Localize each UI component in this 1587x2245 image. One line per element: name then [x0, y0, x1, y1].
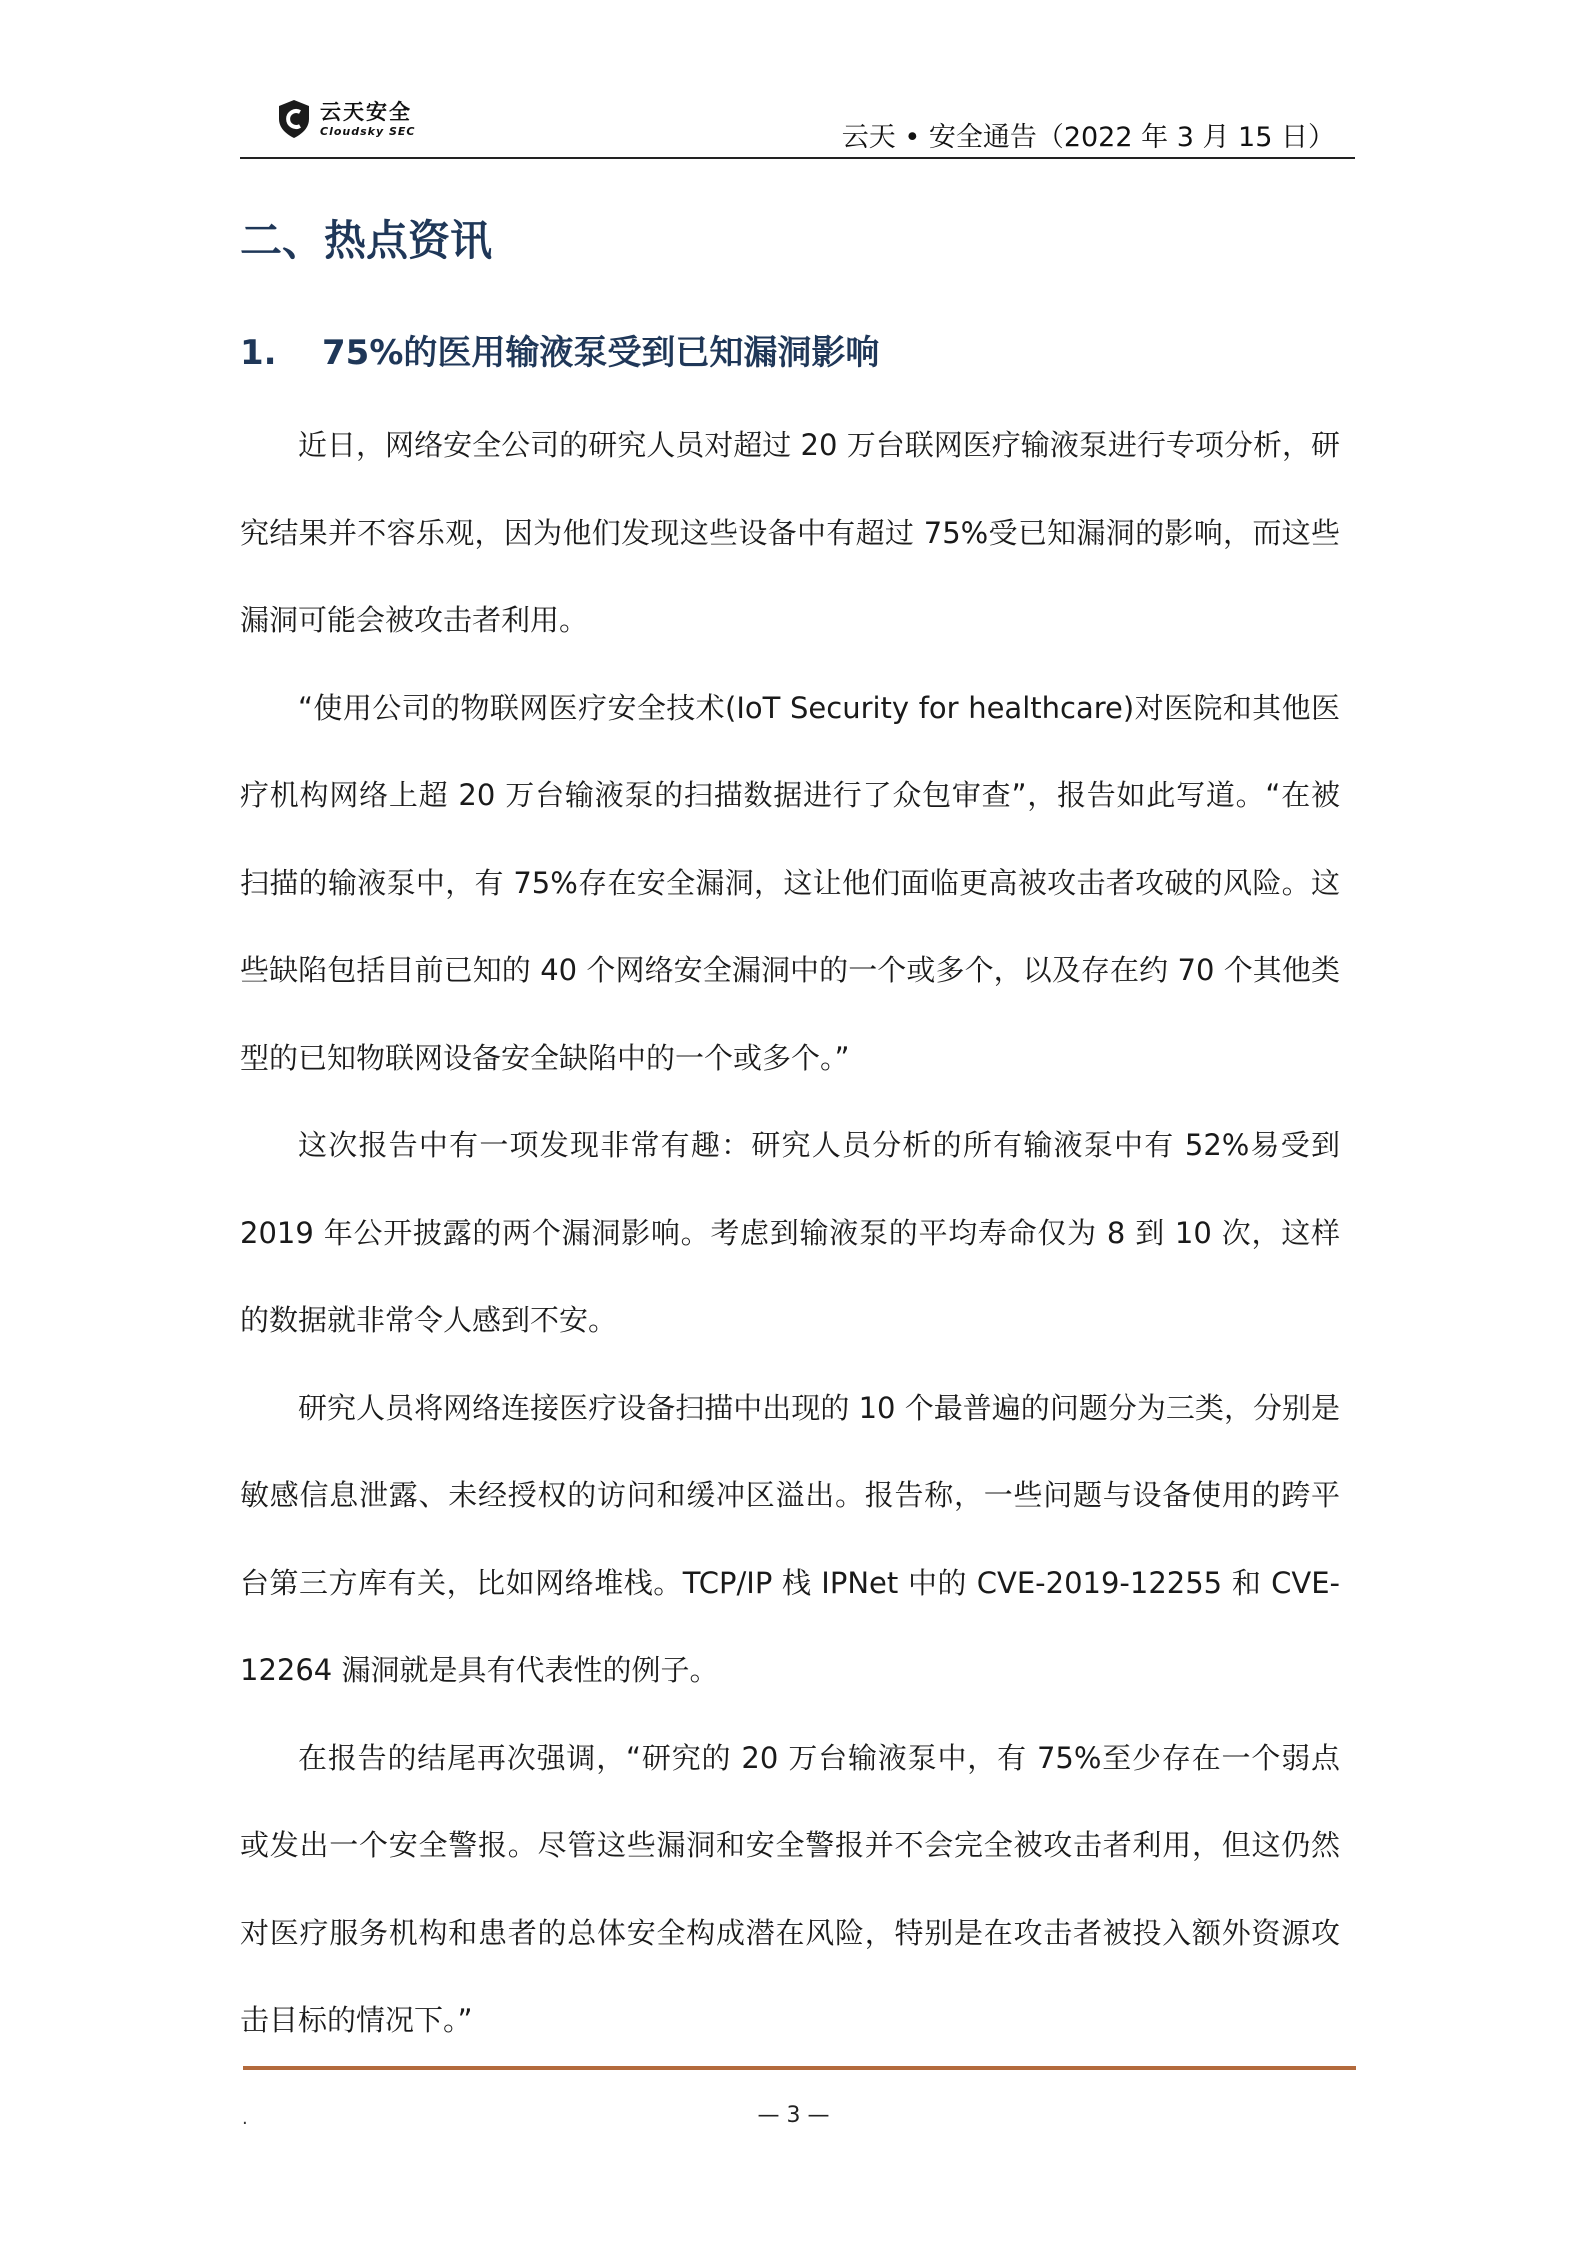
- article-body: [240, 402, 1340, 2065]
- footer-divider: [243, 2066, 1356, 2070]
- paragraph: “使用公司的物联网医疗安全技术(IoT Security for healthcare)对医院和其他医疗机构网络上超 20 万台输液泵的扫描数据进行了众包审查”，报告如此写道。“在被扫描的输液泵中，有 75%存在安全漏洞，这让他们面临更高被攻击者攻破的风险。这些缺陷包括目前已知的 40 个网络安全漏洞中的一个或多个，以及存在约 70 个其他类型的已知物联网设备安全缺陷中的一个或多个。”: [240, 690, 1340, 1075]
- brand-logo: [276, 99, 415, 139]
- section-title: 二、热点资讯: [240, 216, 493, 265]
- paragraph: 在报告的结尾再次强调，“研究的 20 万台输液泵中，有 75%至少存在一个弱点或发出一个安全警报。尽管这些漏洞和安全警报并不会完全被攻击者利用，但这仍然对医疗服务机构和患者的总体安全构成潜在风险，特别是在攻击者被投入额外资源攻击目标的情况下。”: [240, 1740, 1340, 2037]
- page-number: — 3 —: [757, 2103, 830, 2128]
- shield-logo-icon: [276, 99, 312, 139]
- header-divider: [240, 157, 1355, 159]
- paragraph: 近日，网络安全公司的研究人员对超过 20 万台联网医疗输液泵进行专项分析，研究结果并不容乐观，因为他们发现这些设备中有超过 75%受已知漏洞的影响，而这些漏洞可能会被攻击者利用。: [240, 428, 1340, 637]
- paragraph: 这次报告中有一项发现非常有趣：研究人员分析的所有输液泵中有 52%易受到 2019 年公开披露的两个漏洞影响。考虑到输液泵的平均寿命仅为 8 到 10 次，这样的数据就非常令人感到不安。: [240, 1128, 1340, 1337]
- paragraph: 研究人员将网络连接医疗设备扫描中出现的 10 个最普遍的问题分为三类，分别是敏感信息泄露、未经授权的访问和缓冲区溢出。报告称，一些问题与设备使用的跨平台第三方库有关，比如网络堆栈。TCP/IP 栈 IPNet 中的 CVE-2019-12255 和 CVE- 12264 漏洞就是具有代表性的例子。: [240, 1390, 1340, 1687]
- subsection-title: [240, 325, 879, 374]
- bulletin-title: 云天 • 安全通告（2022 年 3 月 15 日）: [841, 122, 1335, 153]
- footer-mark: .: [242, 2108, 248, 2129]
- subsection-number: 1.: [240, 333, 277, 373]
- page-header: [240, 95, 1355, 159]
- logo-name-en: Cloudsky SEC: [320, 124, 416, 138]
- logo-name-cn: 云天安全: [320, 99, 412, 124]
- subsection-title-text: 75%的医用输液泵受到已知漏洞影响: [322, 333, 880, 373]
